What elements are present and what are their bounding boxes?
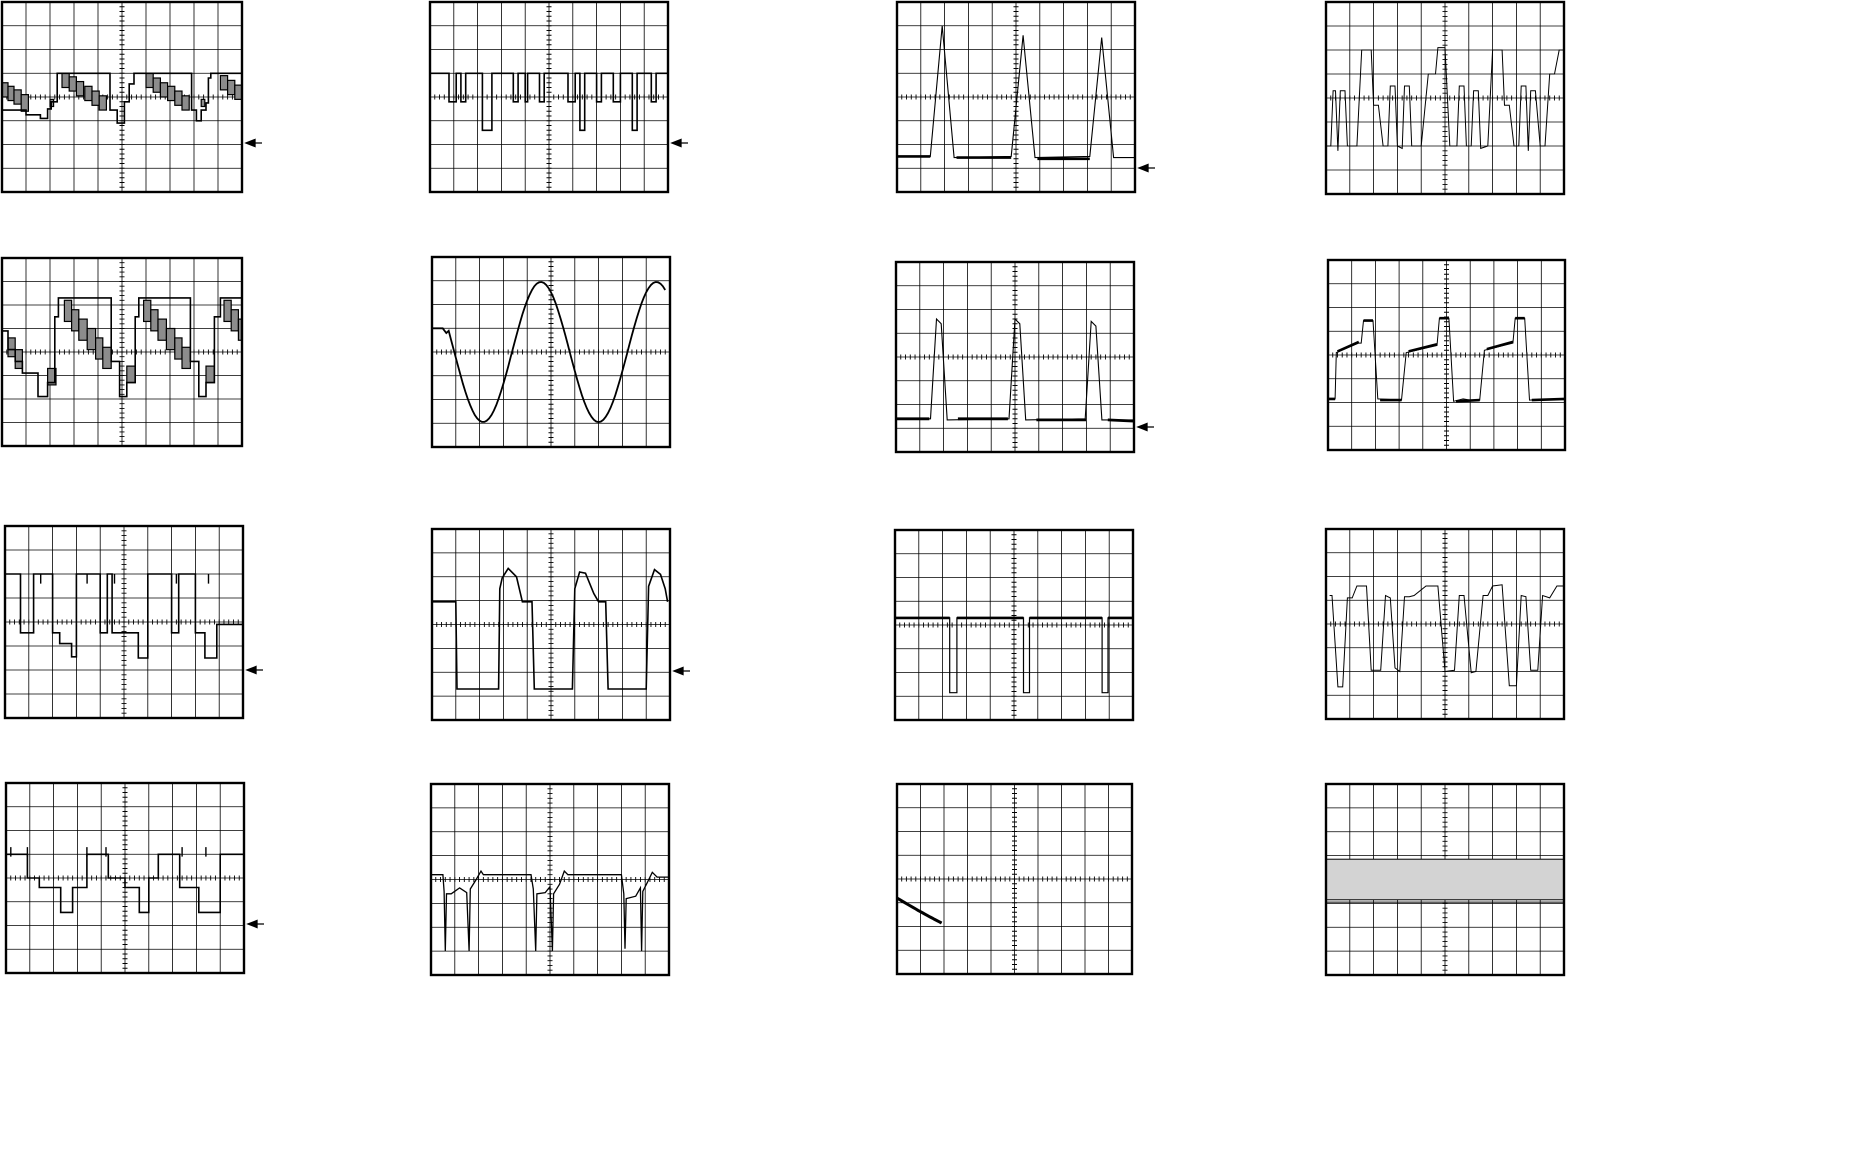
step-bar <box>182 347 190 368</box>
step-bar <box>127 366 135 382</box>
step-bar <box>92 91 99 105</box>
step-bar <box>206 366 214 382</box>
step-bar <box>69 77 76 91</box>
step-bar <box>76 82 83 96</box>
scope-screen-r3c1 <box>5 526 263 718</box>
step-bar <box>151 310 158 331</box>
step-bar <box>103 347 111 368</box>
step-bar <box>15 350 22 369</box>
ground-reference-arrow-icon <box>1139 165 1155 172</box>
step-bar <box>87 329 95 350</box>
ground-reference-arrow-icon <box>1138 424 1154 431</box>
step-bar <box>175 91 182 105</box>
step-bar <box>160 83 167 97</box>
ground-reference-arrow-icon <box>674 668 690 675</box>
step-bar <box>14 90 21 104</box>
scope-screen-r2c3 <box>896 262 1154 452</box>
step-bar <box>166 329 174 350</box>
scope-screen-r4c2 <box>431 784 669 975</box>
step-bar <box>228 80 235 94</box>
step-bar <box>231 310 238 331</box>
step-bar <box>168 86 175 100</box>
step-bar <box>144 300 151 321</box>
scope-screen-r3c2 <box>432 529 690 720</box>
scope-screen-r3c4 <box>1326 529 1564 719</box>
scope-screen-r1c2 <box>430 2 688 192</box>
scope-screen-r2c4 <box>1328 260 1565 450</box>
step-bar <box>64 300 71 321</box>
scope-screen-r4c1 <box>6 783 264 973</box>
scope-screen-r2c2 <box>432 257 670 447</box>
step-bar <box>201 99 205 106</box>
step-bar <box>158 319 166 340</box>
step-bar <box>182 96 189 110</box>
step-bar <box>8 86 14 100</box>
step-bar <box>62 73 69 87</box>
step-bar <box>224 300 231 321</box>
scope-screen-r2c1 <box>2 258 242 446</box>
step-bar <box>8 338 15 357</box>
ground-reference-arrow-icon <box>248 921 264 928</box>
noise-band <box>1326 859 1564 900</box>
waveform <box>1326 859 1564 902</box>
scope-screen-r4c3 <box>897 784 1132 974</box>
step-bar <box>175 338 182 359</box>
scope-screen-r1c4 <box>1326 2 1564 194</box>
step-bar <box>21 95 28 112</box>
scope-screen-r1c1 <box>2 2 262 192</box>
step-bar <box>99 96 106 110</box>
ground-reference-arrow-icon <box>246 140 262 147</box>
scope-screen-r4c4 <box>1326 784 1564 975</box>
step-bar <box>153 78 160 92</box>
ground-reference-arrow-icon <box>672 140 688 147</box>
step-bar <box>79 319 87 340</box>
step-bar <box>96 338 103 359</box>
scope-screen-r1c3 <box>897 2 1155 192</box>
ground-reference-arrow-icon <box>247 667 263 674</box>
step-bar <box>85 86 92 100</box>
step-bar <box>72 310 79 331</box>
scope-screen-r3c3 <box>895 530 1133 720</box>
step-bar <box>146 73 153 87</box>
step-bar <box>220 76 227 90</box>
